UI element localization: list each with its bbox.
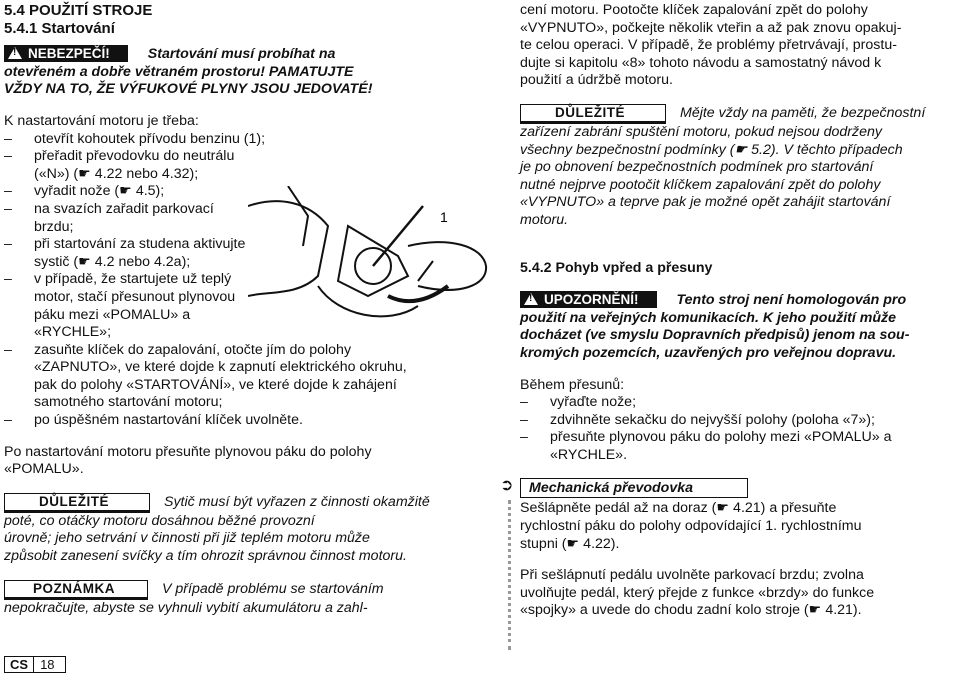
left-column: 5.4 POUŽITÍ STROJE 5.4.1 Startování !NEBEZPEČÍ! Startování musí probíhat na otevřeném a dobře větraném prostoru! PAMATUJTE VŽDY NA TO, ŽE VÝFUKOVÉ PLYNY JSOU JEDOVATÉ! K nastartování motoru je třeba: – otevřít kohoutek přívodu benzinu (1); – přeřadit převodovku do neutrálu («N») (☛ 4.22 nebo 4.32); – vyřadit nože (☛ 4.5); – na svazích zařadit parkovací brzdu; – při startování za studena aktivujte systič (☛ 4.2 nebo 4.2a); – v případě, že startujete už teplý motor, stačí přesunout plynovou páku mezi «POMALU» a «RYCHLE»; – zasuňte klíček do zapalování, otočte jím do polohy «ZAPNUTO», ve které dojde k zapnutí elektrického okruhu, pak do polohy «STARTOVÁNÍ», ve které dojde k zahájení samotného startování motoru; – po úspěšném nastartování klíček uvolněte. Po nastartování motoru přesuňte plynovou páku do polohy «POMALU». DŮLEŽITÉ Sytič musí být vyřazen z činnosti okamžitě poté, co otáčky motoru dosáhnou běžné provozní úrovně; jeho setrvání v činnosti při již teplém motoru může způsobit zanesení svíčky a tím ohrozit správnou činnost motoru. POZNÁMKA V případě problému se startováním nepokračujte, abyste se vyhnuli vybití akumulátoru a zahl-: [4, 0, 466, 617]
important-notice: DŮLEŽITÉ Sytič musí být vyřazen z činnosti okamžitě: [4, 493, 466, 513]
list-item: – na svazích zařadit parkovací: [4, 200, 214, 217]
caution-label: !UPOZORNĚNÍ!: [520, 291, 657, 308]
right-column: cení motoru. Pootočte klíček zapalování zpět do polohy «VYPNUTO», počkejte několik vteřin a až pak znovu opakuj- te celou operaci. V případě, že problémy přetrvávají, prostu- dujte si kapitolu «8» tohoto návodu a samostatný návod k použití a údržbě motoru. DŮLEŽITÉ Mějte vždy na paměti, že bezpečnostní zařízení zabrání spuštění motoru, pokud nejsou dodrženy všechny bezpečnostní podmínky (☛ 5.2). V těchto případech je po obnovení bezpečnostních podmínek pro startování nutné nejprve pootočit klíčkem zapalování zpět do polohy «VYPNUTO» a teprve pak je možné opět zahájit startování motoru. 5.4.2 Pohyb vpřed a přesuny !UPOZORNĚNÍ! Tento stroj není homologován pro použití na veřejných komunikacích. K jeho použití může docházet (ve smyslu Dopravních předpisů) jenom na sou- kromých pozemcích, uzavřených pro veřejnou dopravu. Během přesunů: – vyřaďte nože; – zdvihněte sekačku do nejvyšší polohy (poloha «7»); – přesuňte plynovou páku do polohy mezi «POMALU» a «RYCHLE». ➲ Mechanická převodovka Sešlápněte pedál až na doraz (☛ 4.21) a přesuňte rychlostní páku do polohy odpovídající 1. rychlostnímu stupni (☛ 4.22). Při sešlápnutí pedálu uvolněte parkovací brzdu; zvolna uvolňujte pedál, který přejde z funkce «brzdy» do funkce «spojky» a uvede do chodu zadní kolo stroje (☛ 4.21).: [520, 0, 956, 620]
caution-notice: !UPOZORNĚNÍ! Tento stroj není homologován pro: [520, 291, 956, 310]
page-number: 18: [34, 656, 65, 673]
list-item: – vyřadit nože (☛ 4.5);: [4, 183, 165, 200]
important-label: DŮLEŽITÉ: [520, 104, 666, 124]
section-heading: 5.4 POUŽITÍ STROJE: [4, 2, 153, 19]
note-label: POZNÁMKA: [4, 580, 148, 600]
warning-icon: [524, 293, 538, 305]
list-item: – v případě, že startujete už teplý: [4, 271, 232, 288]
pointer-icon: ➲: [500, 477, 514, 495]
important-notice: DŮLEŽITÉ Mějte vždy na paměti, že bezpečnostní: [520, 104, 956, 124]
subsection-heading: 5.4.2 Pohyb vpřed a přesuny: [520, 259, 713, 276]
list-item: – při startování za studena aktivujte: [4, 236, 246, 253]
list-item: – zdvihněte sekačku do nejvyšší polohy (poloha «7»);: [520, 411, 875, 428]
start-steps: – otevřít kohoutek přívodu benzinu (1); – přeřadit převodovku do neutrálu («N») (☛ 4.22 nebo 4.32); – vyřadit nože (☛ 4.5); – na svazích zařadit parkovací brzdu; – při startování za studena aktivujte systič (☛ 4.2 nebo 4.2a); – v případě, že startujete už teplý motor, stačí přesunout plynovou páku mezi «POMALU» a «RYCHLE»; – zasuňte klíček do zapalování, otočte jím do polohy «ZAPNUTO», ve které dojde k zapnutí elektrického okruhu, pak do polohy «STARTOVÁNÍ», ve které dojde k zahájení samotného startování motoru; – po úspěšném nastartování klíček uvolněte.: [4, 131, 466, 430]
list-item: – přesuňte plynovou páku do polohy mezi «POMALU» a: [520, 429, 892, 446]
list-item: – zasuňte klíček do zapalování, otočte jím do polohy: [4, 341, 352, 358]
intro-text: K nastartování motoru je třeba:: [4, 112, 199, 129]
moving-intro: Během přesunů:: [520, 376, 625, 393]
note-notice: POZNÁMKA V případě problému se startováním: [4, 580, 466, 600]
figure-callout: 1: [440, 209, 448, 225]
mechanical-transmission-body: Sešlápněte pedál až na doraz (☛ 4.21) a přesuňte rychlostní páku do polohy odpovídající 1. rychlostnímu stupni (☛ 4.22). Při sešlápnutí pedálu uvolněte parkovací brzdu; zvolna uvolňujte pedál, který přejde z funkce «brzdy» do funkce «spojky» a uvede do chodu zadní kolo stroje (☛ 4.21).: [520, 500, 956, 620]
fuel-tap-illustration: [248, 186, 488, 346]
subsection-heading: 5.4.1 Startování: [4, 19, 115, 37]
list-item: – přeřadit převodovku do neutrálu: [4, 148, 235, 165]
list-item: – po úspěšném nastartování klíček uvolněte.: [4, 412, 303, 429]
important-label: DŮLEŽITÉ: [4, 493, 150, 513]
warning-icon: [8, 47, 22, 59]
page-footer: [4, 656, 66, 673]
list-item: – otevřít kohoutek přívodu benzinu (1);: [4, 130, 266, 147]
language-code: CS: [4, 656, 34, 673]
list-item: – vyřaďte nože;: [520, 394, 637, 411]
danger-notice: !NEBEZPEČÍ! Startování musí probíhat na: [4, 45, 466, 64]
mechanical-transmission-heading: ➲ Mechanická převodovka: [520, 478, 956, 498]
danger-label: !NEBEZPEČÍ!: [4, 45, 128, 62]
